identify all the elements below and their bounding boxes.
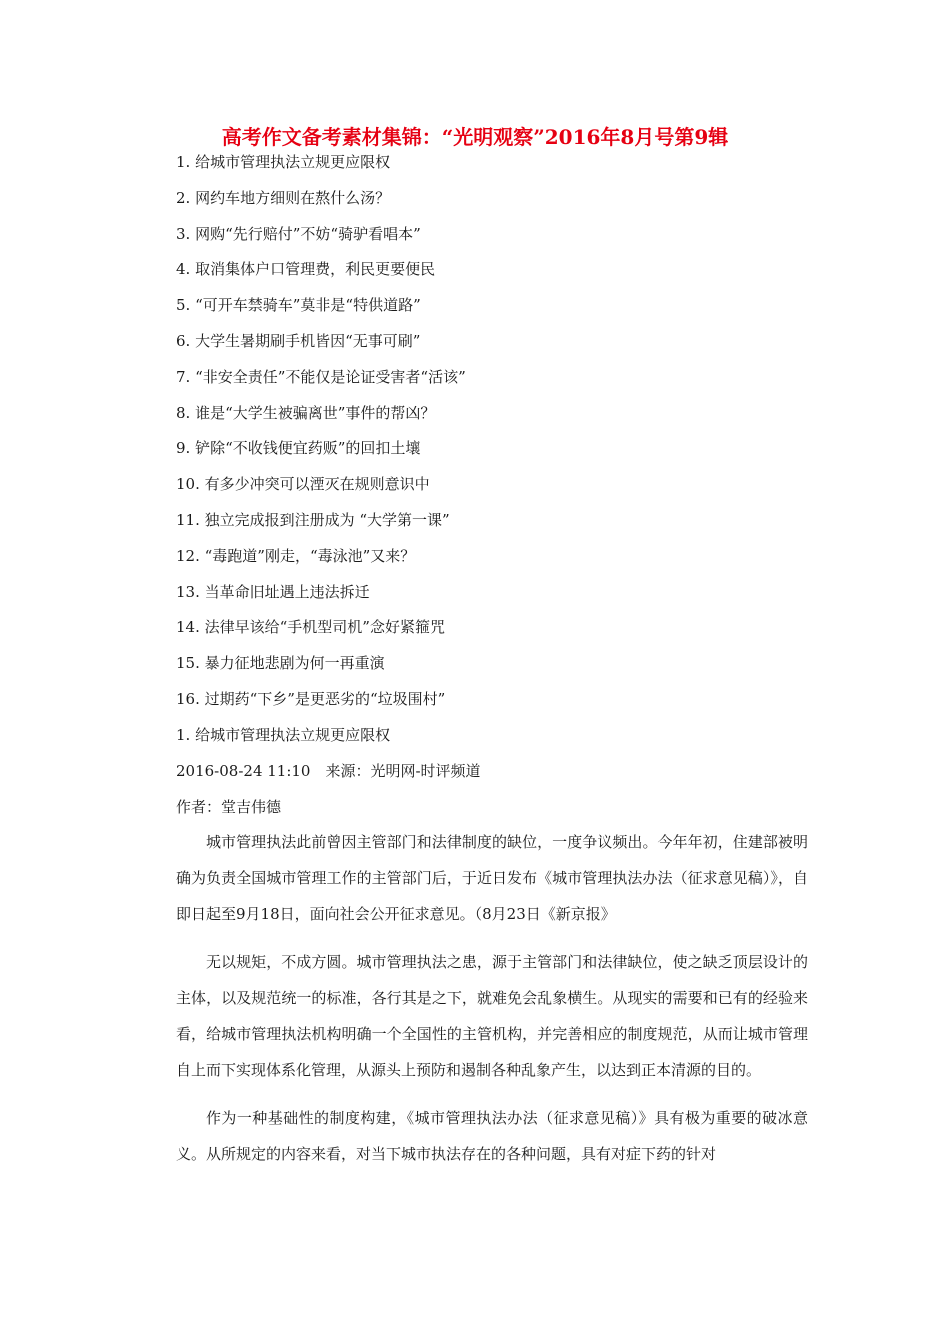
toc-item: 16. 过期药“下乡”是更恶劣的“垃圾围村” [176,689,446,708]
toc-item: 7. “非安全责任”不能仅是论证受害者“活该” [176,367,466,386]
toc-item: 15. 暴力征地悲剧为何一再重演 [176,654,385,673]
toc-item: 9. 铲除“不收钱便宜药贩”的回扣土壤 [176,439,421,458]
article-paragraph: 无以规矩，不成方圆。城市管理执法之患，源于主管部门和法律缺位，使之缺乏顶层设计的主体，以及规范统一的标准，各行其是之下，就难免会乱象横生。从现实的需要和已有的经验来看，给城市管理执法机构明确一个全国性的主管机构，并完善相应的制度规范，从而让城市管理自上而下实现体系化管理，从源头上预防和遏制各种乱象产生，以达到正本清源的目的。 [176,953,808,1079]
article-author: 作者：堂吉伟德 [176,798,282,816]
toc-item: 4. 取消集体户口管理费，利民更要便民 [176,260,436,279]
article-paragraph: 作为一种基础性的制度构建，《城市管理执法办法（征求意见稿）》具有极为重要的破冰意义。从所规定的内容来看，对当下城市执法存在的各种问题，具有对症下药的针对 [176,1109,808,1163]
toc-item: 6. 大学生暑期刷手机皆因“无事可刷” [176,331,421,350]
toc-item: 14. 法律早该给“手机型司机”念好紧箍咒 [176,618,445,637]
toc-item: 11. 独立完成报到注册成为 “大学第一课” [176,510,450,529]
article-date-source: 2016-08-24 11:10 来源：光明网-时评频道 [176,762,481,780]
table-of-contents [176,145,816,718]
toc-item: 10. 有多少冲突可以湮灭在规则意识中 [176,475,430,494]
toc-item: 8. 谁是“大学生被骗离世”事件的帮凶？ [176,403,436,422]
toc-item: 3. 网购“先行赔付”不妨“骑驴看唱本” [176,224,421,243]
article-heading: 1. 给城市管理执法立规更应限权 [176,726,391,744]
toc-item: 13. 当革命旧址遇上违法拆迁 [176,582,370,601]
document-title: 高考作文备考素材集锦：“光明观察”2016年8月号第9辑 [221,125,729,149]
article-paragraph: 城市管理执法此前曾因主管部门和法律制度的缺位，一度争议频出。今年年初，住建部被明确为负责全国城市管理工作的主管部门后，于近日发布《城市管理执法办法（征求意见稿）》，自即日起至9月18日，面向社会公开征求意见。（8月23日《新京报》 [176,833,808,923]
toc-item: 1. 给城市管理执法立规更应限权 [176,153,391,171]
article-body [176,824,808,1184]
toc-item: 2. 网约车地方细则在熬什么汤？ [176,188,391,207]
toc-item: 12. “毒跑道”刚走，“毒泳池”又来？ [176,546,416,565]
toc-item: 5. “可开车禁骑车”莫非是“特供道路” [176,296,421,315]
